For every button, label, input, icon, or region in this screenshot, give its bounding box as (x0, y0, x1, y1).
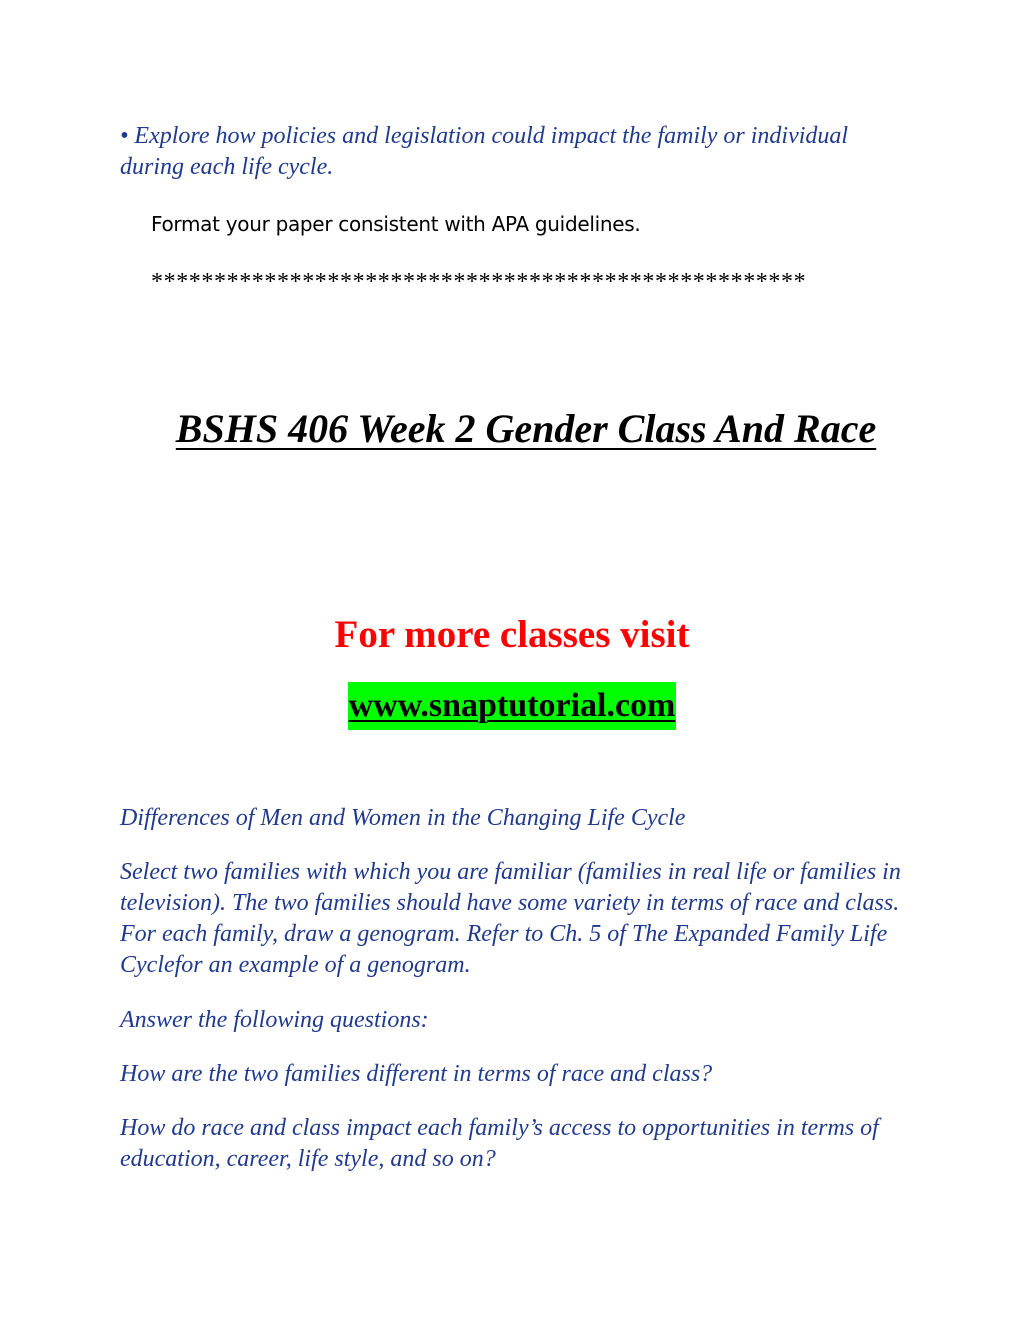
promo-link[interactable]: www.snaptutorial.com (348, 682, 677, 730)
intro-bullet-item (120, 121, 910, 183)
promo-link-container (0, 682, 1024, 730)
separator-line: **************************************************** (151, 269, 807, 295)
bullet: • (120, 123, 129, 149)
question-1: How are the two families different in terms of race and class? (120, 1061, 713, 1087)
page-title: BSHS 406 Week 2 Gender Class And Race (175, 406, 877, 451)
format-note: Format your paper consistent with APA guidelines. (151, 212, 641, 236)
intro-text: Explore how policies and legislation could impact the family or individual during each life cycle. (120, 123, 849, 180)
instructions-paragraph: Select two families with which you are familiar (families in real life or families in television). The two families should have some variety in terms of race and class. For each family, draw a genogram. Refer to Ch. 5 of The Expanded Family Life Cyclefor an example of a genogram. (120, 859, 901, 978)
question-2: How do race and class impact each family’s access to opportunities in terms of education, career, life style, and so on? (120, 1115, 879, 1172)
questions-prompt: Answer the following questions: (120, 1007, 429, 1033)
section-subtitle: Differences of Men and Women in the Changing Life Cycle (120, 805, 686, 831)
promo-heading: For more classes visit (334, 613, 690, 656)
